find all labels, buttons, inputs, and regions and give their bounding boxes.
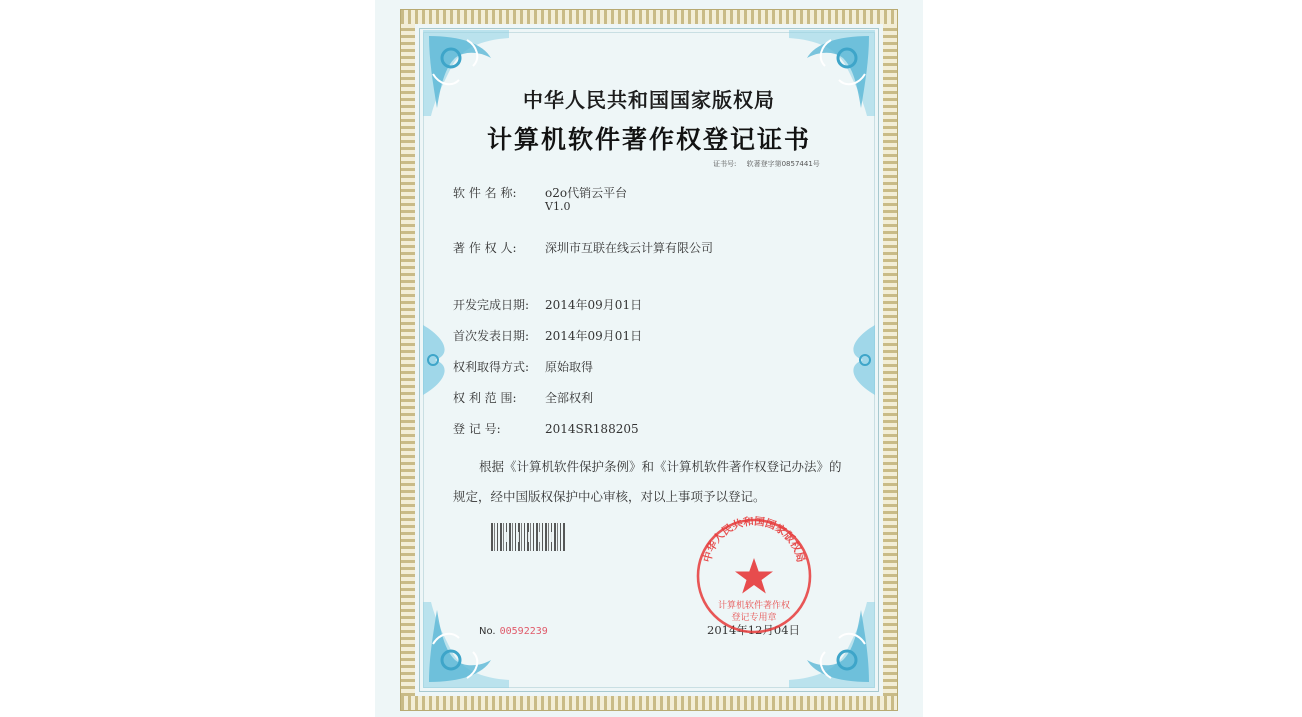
field-label: 登 记 号: <box>453 422 501 436</box>
seal-star-icon <box>735 558 773 594</box>
certificate-number <box>713 159 820 169</box>
field-label: 首次发表日期: <box>453 329 530 343</box>
seal-inner-text-2: 登记专用章 <box>731 613 777 623</box>
certificate-number-label: 证书号: <box>713 160 737 168</box>
certificate-document <box>375 0 923 717</box>
field-software-name <box>453 184 627 201</box>
issue-date: 2014年12月04日 <box>707 623 801 637</box>
serial-number <box>479 626 548 637</box>
field-registration-number <box>453 420 639 437</box>
field-value: 深圳市互联在线云计算有限公司 <box>545 241 714 255</box>
declaration-paragraph <box>453 452 873 512</box>
serial-number-value: 00592239 <box>499 626 548 637</box>
field-value: 2014SR188205 <box>545 422 639 436</box>
official-seal <box>694 516 814 636</box>
field-value: 全部权利 <box>545 391 594 405</box>
corner-ornament-bottom-left <box>421 600 511 690</box>
barcode <box>491 523 565 551</box>
side-ornament-right <box>841 325 877 395</box>
field-rights-scope <box>453 389 593 406</box>
seal-outer-text: 中华人民共和国国家版权局 <box>701 516 807 564</box>
field-value: 原始取得 <box>545 360 594 374</box>
declaration-line-2: 规定，经中国版权保护中心审核，对以上事项予以登记。 <box>453 489 766 504</box>
field-copyright-owner <box>453 239 713 256</box>
field-label: 软 件 名 称: <box>453 186 517 200</box>
serial-number-label: No. <box>479 626 496 637</box>
side-ornament-left <box>421 325 457 395</box>
field-acquisition-method <box>453 358 593 375</box>
field-value: 2014年09月01日 <box>545 298 643 312</box>
certificate-title: 计算机软件著作权登记证书 <box>486 125 811 154</box>
certificate-number-value: 软著登字第0857441号 <box>746 160 820 168</box>
issuing-authority: 中华人民共和国国家版权局 <box>523 88 775 112</box>
field-value: 2014年09月01日 <box>545 329 643 343</box>
declaration-line-1: 根据《计算机软件保护条例》和《计算机软件著作权登记办法》的 <box>479 459 842 474</box>
software-version: V1.0 <box>545 200 571 213</box>
field-publication-date <box>453 327 642 344</box>
field-value: o2o代销云平台 <box>545 186 628 200</box>
seal-inner-text-1: 计算机软件著作权 <box>717 601 791 611</box>
field-label: 著 作 权 人: <box>453 241 517 255</box>
field-label: 开发完成日期: <box>453 298 530 312</box>
field-development-date <box>453 296 642 313</box>
field-label: 权 利 范 围: <box>453 391 517 405</box>
field-label: 权利取得方式: <box>453 360 530 374</box>
